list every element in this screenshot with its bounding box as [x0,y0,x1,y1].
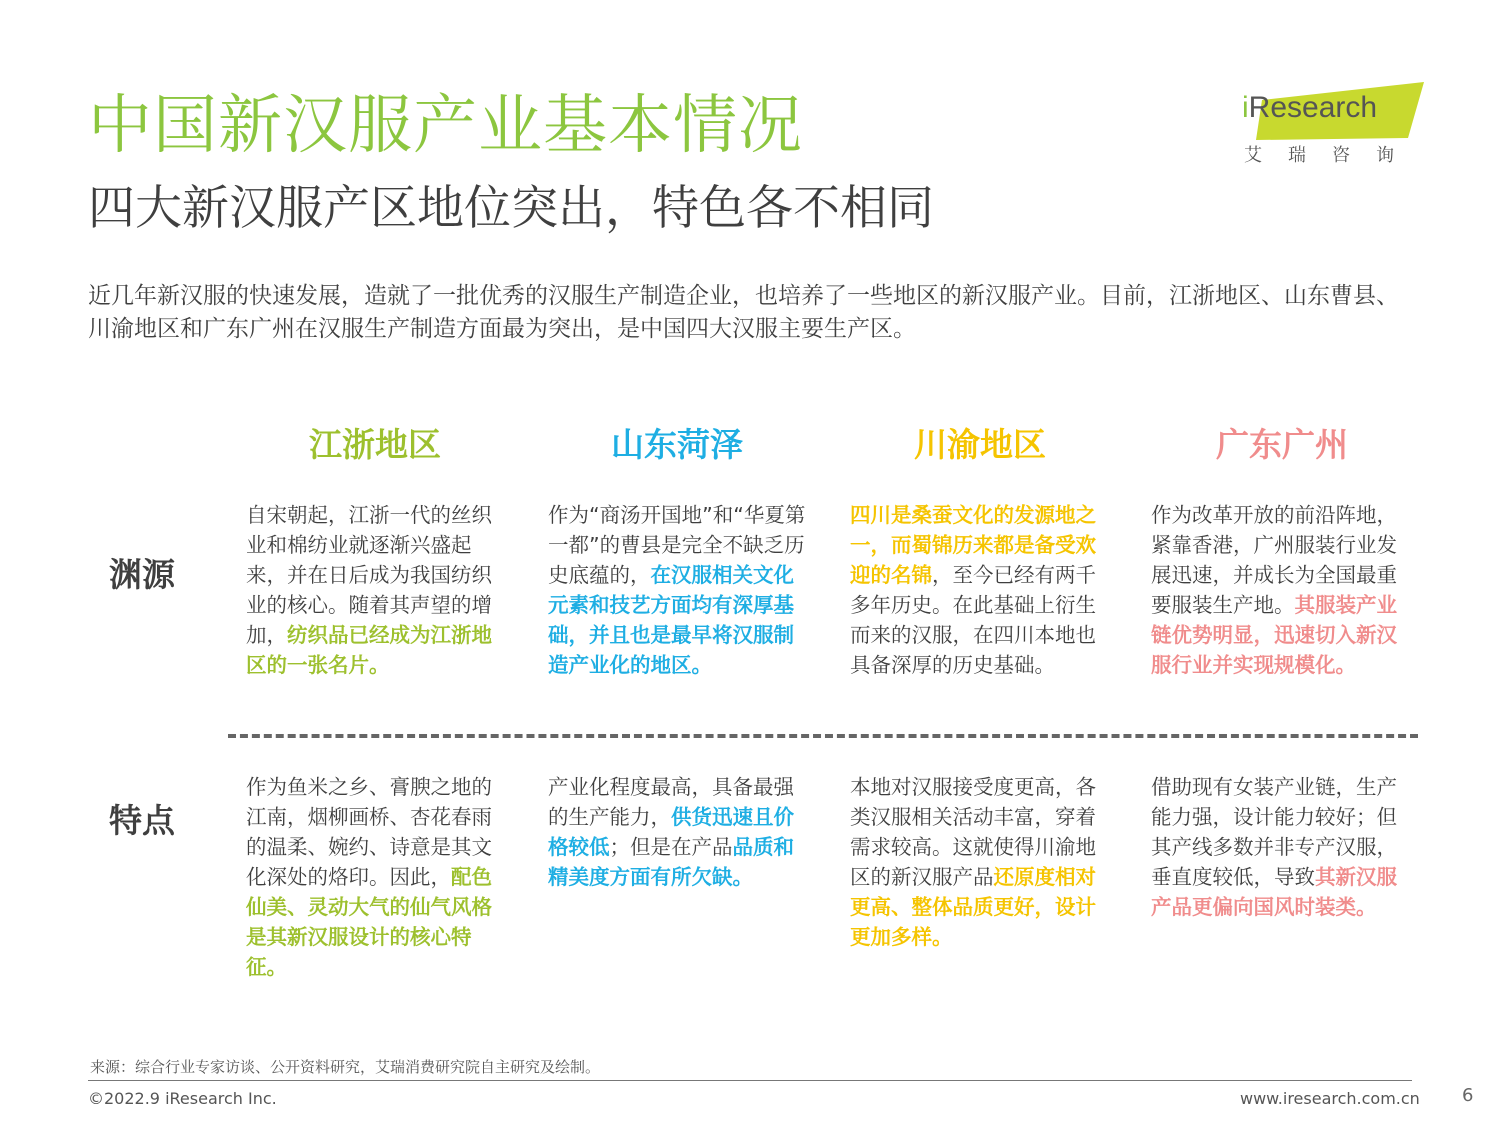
row-label-feature: 特点 [109,801,175,840]
dashed-divider [228,734,1418,738]
highlight-text: 配色仙美、灵动大气的仙气风格是其新汉服设计的核心特征。 [246,865,492,979]
body-text: ；但是在产品 [609,835,733,859]
highlight-text: 还原度相对更高、整体品质更好，设计更加多样。 [850,865,1096,949]
region-heading-chuanyu: 川渝地区 [914,425,1046,464]
feature-cell [246,772,508,982]
row-label-origin: 渊源 [109,555,175,594]
iresearch-logo [1238,78,1428,170]
body-text: 借助现有女装产业链，生产能力强，设计能力较好；但其产线多数并非专产汉服，垂直度较低，导致 [1151,775,1397,889]
page-number: 6 [1462,1085,1474,1106]
highlight-text: 其新汉服产品更偏向国风时装类。 [1151,865,1397,919]
body-text: 作为“商汤开国地”和“华夏第一都”的曹县是完全不缺乏历史底蕴的， [548,503,806,587]
intro-paragraph: 近几年新汉服的快速发展，造就了一批优秀的汉服生产制造企业，也培养了一些地区的新汉服产业。目前，江浙地区、山东曹县、川渝地区和广东广州在汉服生产制造方面最为突出，是中国四大汉服主要生产区。 [88,283,1399,342]
logo-wordmark [1242,88,1377,128]
source-note: 来源：综合行业专家访谈、公开资料研究，艾瑞消费研究院自主研究及绘制。 [90,1058,601,1076]
origin-cell [246,500,508,680]
body-text: 作为鱼米之乡、膏腴之地的江南，烟柳画桥、杏花春雨的温柔、婉约、诗意是其文化深处的烙印。因此， [246,775,492,889]
body-text: 产业化程度最高，具备最强的生产能力， [548,775,794,829]
highlight-text: 四川是桑蚕文化的发源地之一，而蜀锦历来都是备受欢迎的名锦 [850,503,1096,587]
footer-rule [88,1080,1412,1081]
page-title: 中国新汉服产业基本情况 [88,89,803,163]
region-heading-guangdong: 广东广州 [1216,425,1348,464]
website-link[interactable]: www.iresearch.com.cn [1240,1089,1420,1108]
body-text: ，至今已经有两千多年历史。在此基础上衍生而来的汉服，在四川本地也具备深厚的历史基础。 [850,563,1096,677]
highlight-text: 在汉服相关文化元素和技艺方面均有深厚基础，并且也是最早将汉服制造产业化的地区。 [548,563,794,677]
highlight-text: 纺织品已经成为江浙地区的一张名片。 [246,623,492,677]
page-subtitle: 四大新汉服产区地位突出，特色各不相同 [88,181,934,236]
logo-research: Research [1248,91,1378,124]
logo-chinese: 艾瑞咨询 [1244,145,1420,166]
highlight-text: 其服装产业链优势明显，迅速切入新汉服行业并实现规模化。 [1151,593,1397,677]
body-text: 本地对汉服接受度更高，各类汉服相关活动丰富，穿着需求较高。这就使得川渝地区的新汉服产品 [850,775,1096,889]
region-heading-jiangzhe: 江浙地区 [309,425,441,464]
copyright: ©2022.9 iResearch Inc. [88,1089,277,1108]
region-heading-shandong: 山东菏泽 [611,425,743,464]
highlight-text: 品质和精美度方面有所欠缺。 [548,835,794,889]
logo-i: i [1242,91,1249,124]
feature-cell [1151,772,1413,922]
feature-cell [850,772,1112,952]
highlight-text: 供货迅速且价格较低 [548,805,794,859]
body-text: 自宋朝起，江浙一代的丝织业和棉纺业就逐渐兴盛起来，并在日后成为我国纺织业的核心。随着其声望的增加， [246,503,492,647]
body-text: 作为改革开放的前沿阵地，紧靠香港，广州服装行业发展迅速，并成长为全国最重要服装生产地。 [1151,503,1397,617]
origin-cell [548,500,810,680]
origin-cell [1151,500,1413,680]
feature-cell [548,772,810,892]
origin-cell [850,500,1112,680]
